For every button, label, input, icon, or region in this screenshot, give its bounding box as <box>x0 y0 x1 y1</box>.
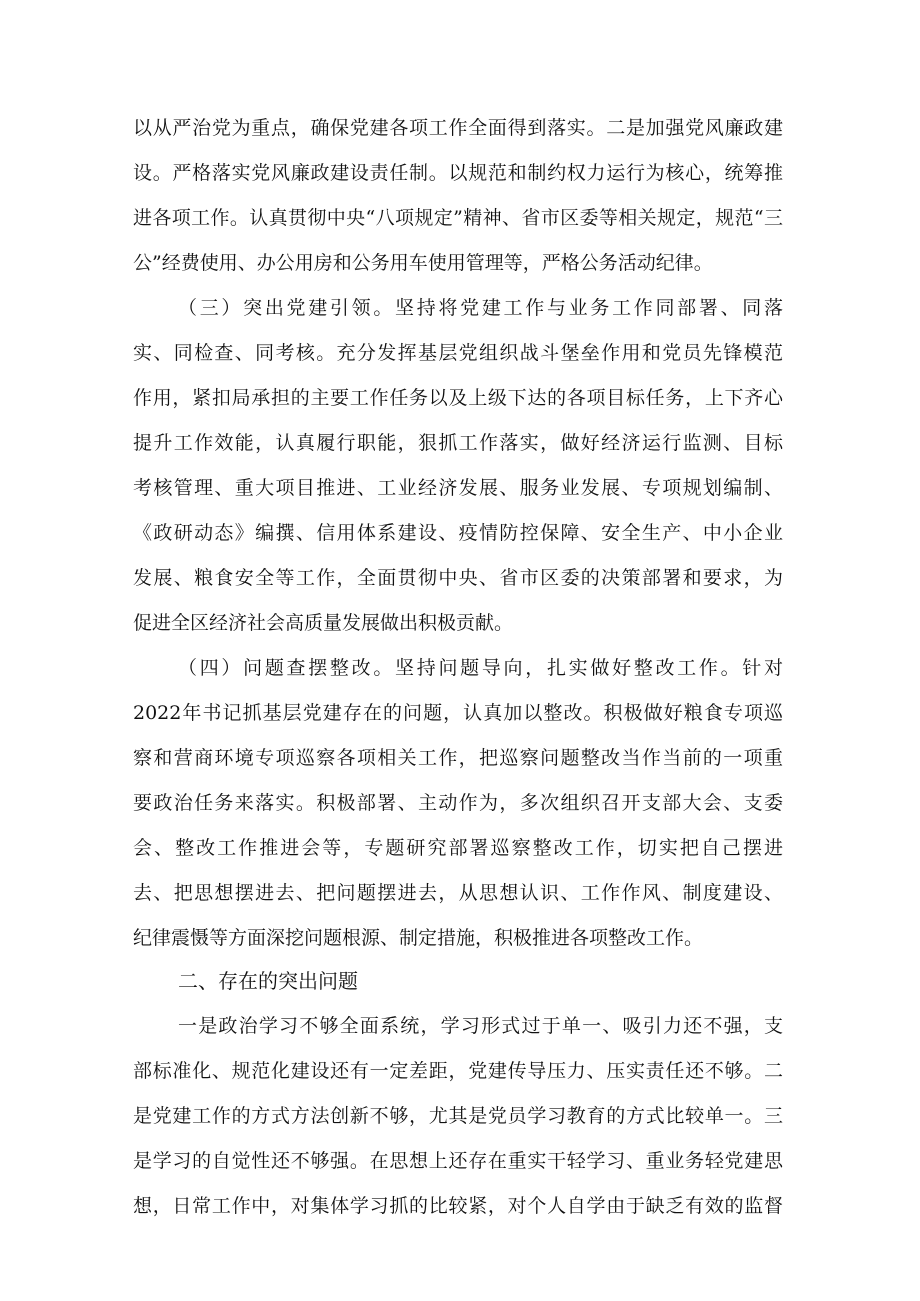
para1-line-2: 设。严格落实党风廉政建设责任制。以规范和制约权力运行为核心，统筹推 <box>133 162 783 184</box>
para1-line-4: 公”经费使用、办公用房和公务用车使用管理等，严格公务活动纪律。 <box>133 252 713 274</box>
para3-line-3: 察和营商环境专项巡察各项相关工作，把巡察问题整改当作当前的一项重 <box>133 747 783 769</box>
para2-line-3: 作用，紧扣局承担的主要工作任务以及上级下达的各项目标任务，上下齐心 <box>133 387 783 409</box>
para2-line-7: 发展、粮食安全等工作，全面贯彻中央、省市区委的决策部署和要求，为 <box>133 567 783 589</box>
para4-line-2: 部标准化、规范化建设还有一定差距，党建传导压力、压实责任还不够。二 <box>133 1060 783 1082</box>
para3-line-6: 去、把思想摆进去、把问题摆进去，从思想认识、工作作风、制度建设、 <box>133 882 783 904</box>
para2-line-6: 《政研动态》编撰、信用体系建设、疫情防控保障、安全生产、中小企业 <box>133 522 783 544</box>
para2-line-4: 提升工作效能，认真履行职能，狠抓工作落实，做好经济运行监测、目标 <box>133 432 783 454</box>
para2-line-1: （三）突出党建引领。坚持将党建工作与业务工作同部署、同落 <box>178 297 783 319</box>
para2-line-8: 促进全区经济社会高质量发展做出积极贡献。 <box>133 612 514 634</box>
para3-line-1: （四）问题查摆整改。坚持问题导向，扎实做好整改工作。针对 <box>178 657 783 679</box>
para4-line-5: 想，日常工作中，对集体学习抓的比较紧，对个人自学由于缺乏有效的监督 <box>133 1195 783 1217</box>
para4-line-1: 一是政治学习不够全面系统，学习形式过于单一、吸引力还不强，支 <box>178 1015 783 1037</box>
para1-line-1: 以从严治党为重点，确保党建各项工作全面得到落实。二是加强党风廉政建 <box>133 117 783 139</box>
para3-line-7: 纪律震慑等方面深挖问题根源、制定措施，积极推进各项整改工作。 <box>133 927 704 949</box>
section-heading: 二、存在的突出问题 <box>178 969 358 993</box>
para4-line-3: 是党建工作的方式方法创新不够，尤其是党员学习教育的方式比较单一。三 <box>133 1105 783 1127</box>
para2-line-5: 考核管理、重大项目推进、工业经济发展、服务业发展、专项规划编制、 <box>133 477 783 499</box>
para3-line-5: 会、整改工作推进会等，专题研究部署巡察整改工作，切实把自己摆进 <box>133 837 783 859</box>
para1-line-3: 进各项工作。认真贯彻中央“八项规定”精神、省市区委等相关规定，规范“三 <box>133 207 783 229</box>
para3-line-2: 2022年书记抓基层党建存在的问题，认真加以整改。积极做好粮食专项巡 <box>133 702 783 724</box>
para3-line-4: 要政治任务来落实。积极部署、主动作为，多次组织召开支部大会、支委 <box>133 792 783 814</box>
para4-line-4: 是学习的自觉性还不够强。在思想上还存在重实干轻学习、重业务轻党建思 <box>133 1150 783 1172</box>
para2-line-2: 实、同检查、同考核。充分发挥基层党组织战斗堡垒作用和党员先锋模范 <box>133 342 783 364</box>
